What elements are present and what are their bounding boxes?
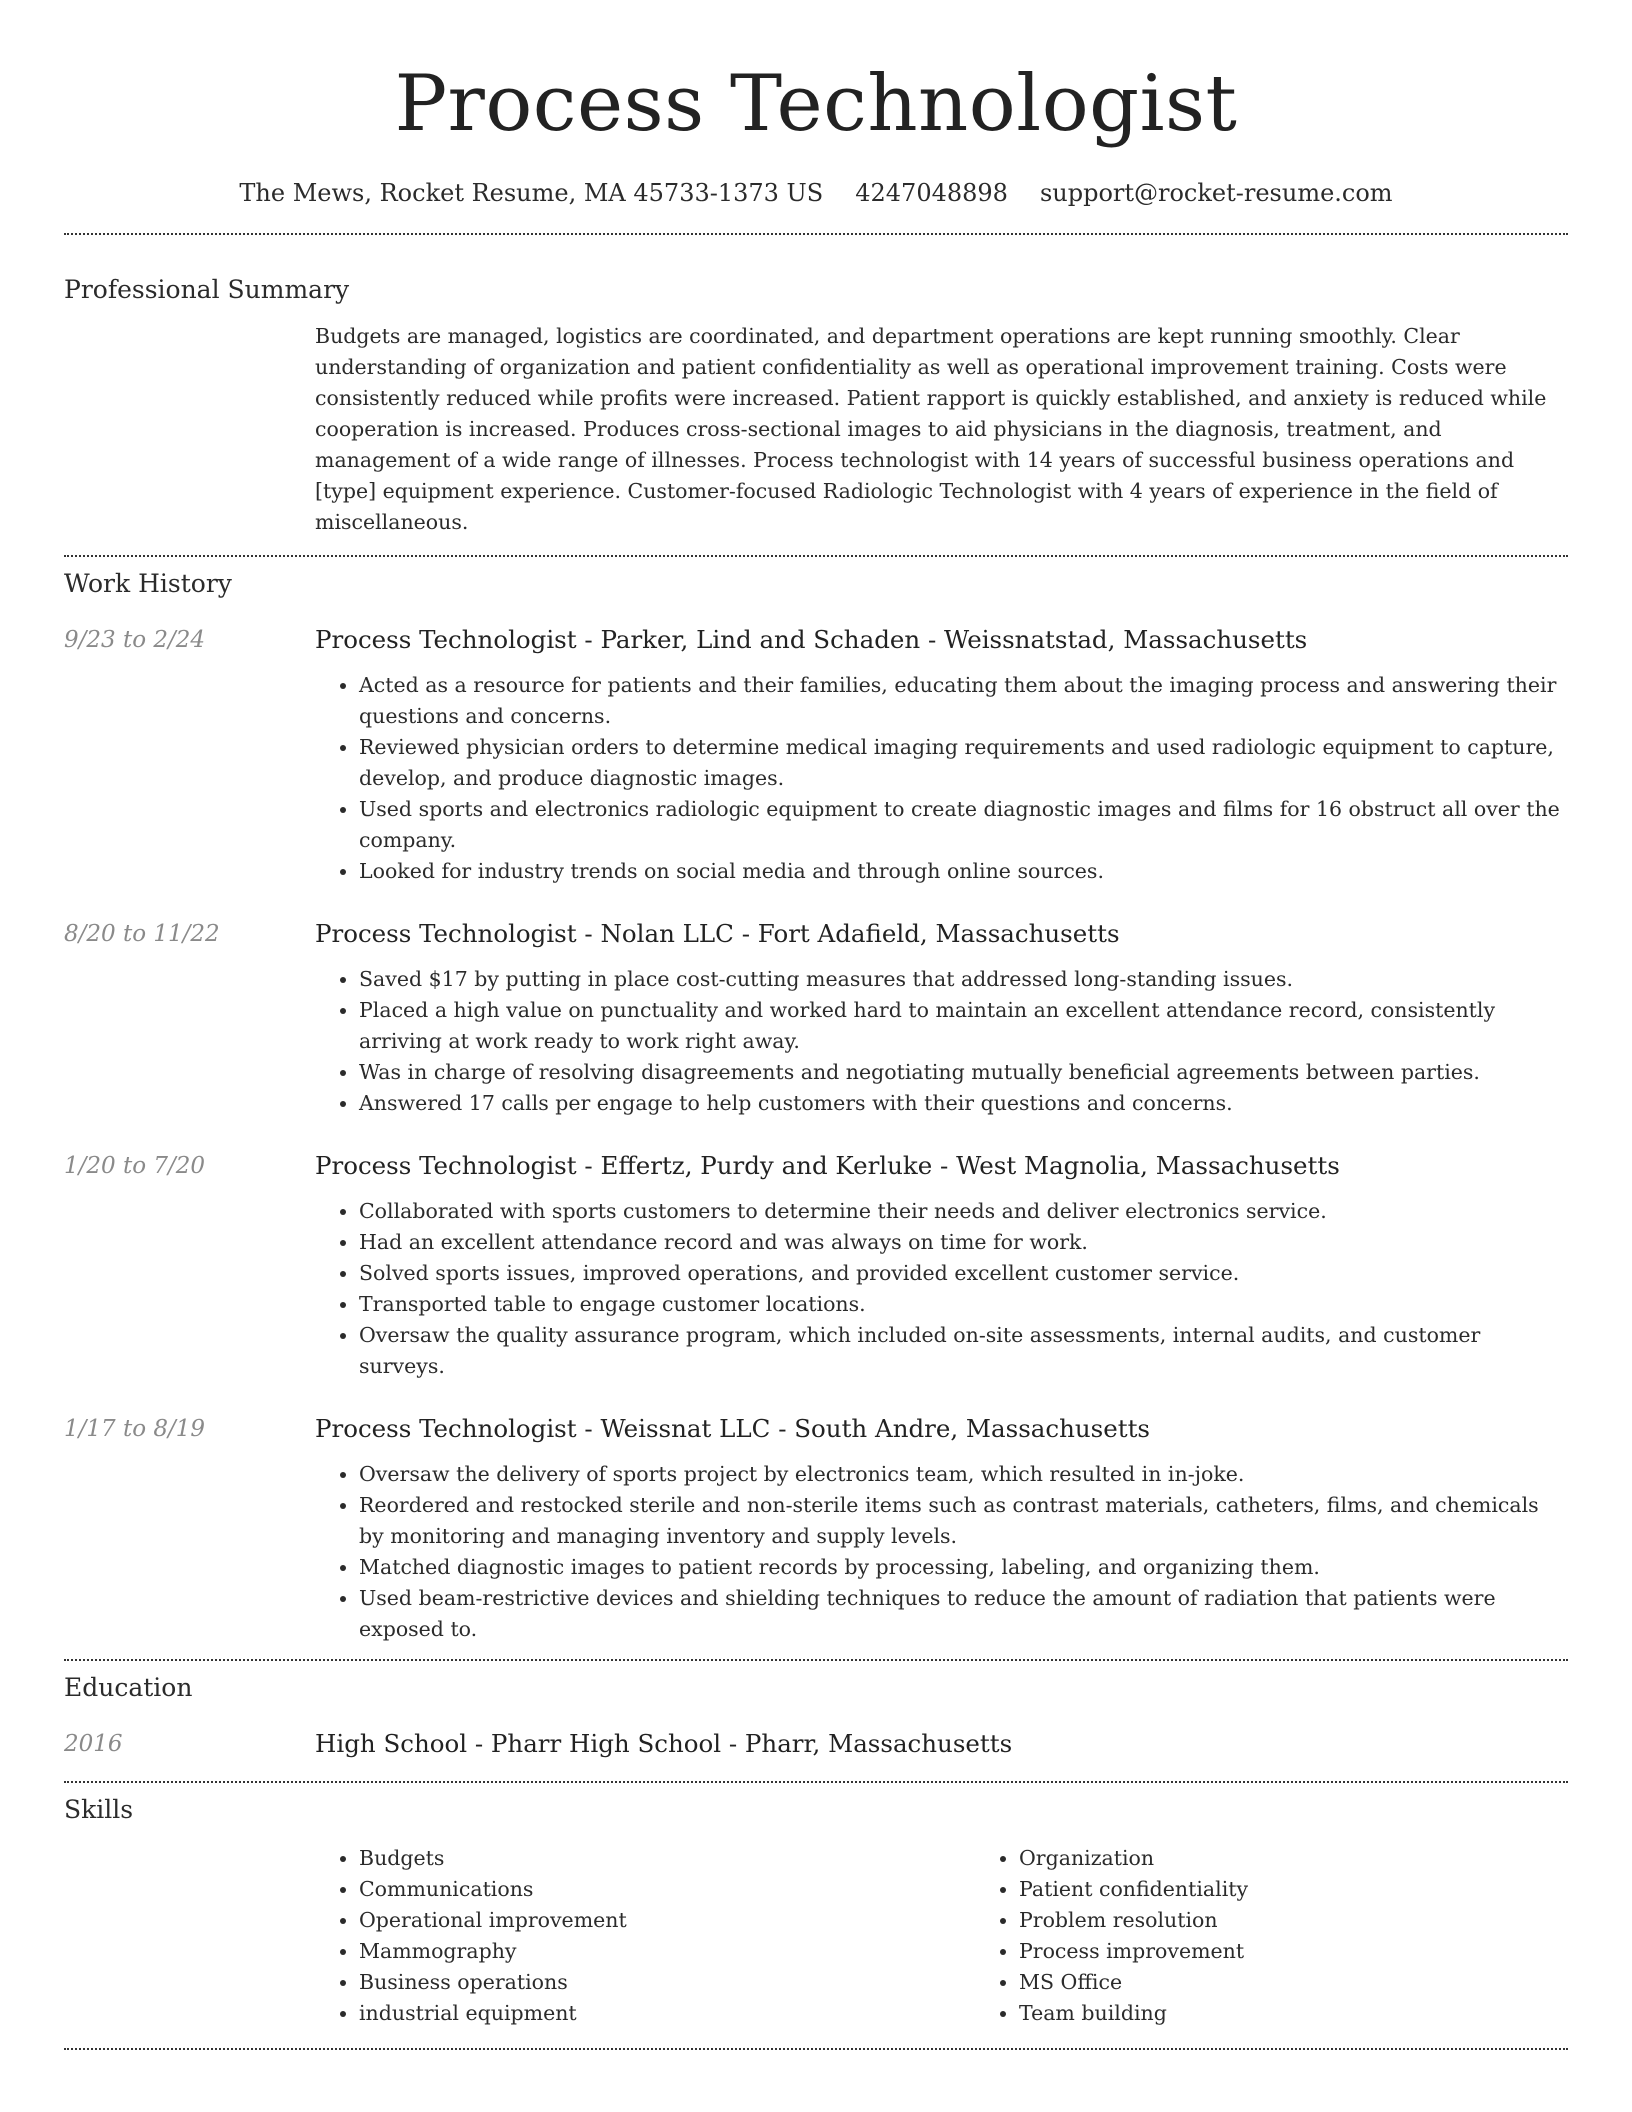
skill-item: • Mammography — [359, 1936, 975, 1967]
job-title: Process Technologist - Nolan LLC - Fort Adafield, Massachusetts — [315, 919, 1120, 948]
job-bullets — [315, 670, 1568, 887]
list-item: • Looked for industry trends on social media and through online sources. — [359, 856, 1568, 887]
education-section-title: Education — [64, 1673, 193, 1702]
job-entry — [64, 1150, 1568, 1382]
contact-address: The Mews, Rocket Resume, MA 45733-1373 US — [239, 179, 824, 207]
candidate-name: Process Technologist — [394, 59, 1238, 149]
section-divider — [64, 2048, 1568, 2050]
work-section-title: Work History — [64, 569, 232, 598]
job-bullets — [315, 964, 1568, 1119]
job-dates: 8/20 to 11/22 — [64, 921, 220, 947]
summary-text: Budgets are managed, logistics are coordinated, and department operations are kept running smoothly. Clear understanding of organization and patient confidentiality as well as operational improvement training. Costs were consistently reduced while profits were increased. Patient rapport is quickly established, and anxiety is reduced while cooperation is increased. Produces cross-sectional images to aid physicians in the diagnosis, treatment, and management of a wide range of illnesses. Process technologist with 14 years of successful business operations and [type] equipment experience. Customer-focused Radiologic Technologist with 4 years of experience in the field of miscellaneous. — [315, 324, 1547, 534]
summary-date-spacer — [64, 321, 315, 538]
education-entry — [64, 1728, 1568, 1760]
skill-item: • Patient confidentiality — [1019, 1874, 1632, 1905]
list-item: • Used sports and electronics radiologic equipment to create diagnostic images and films for 16 obstruct all over the company. — [359, 794, 1568, 856]
job-dates: 1/17 to 8/19 — [64, 1416, 206, 1442]
skills-section-title: Skills — [64, 1795, 134, 1824]
section-divider — [64, 233, 1568, 235]
list-item: • Matched diagnostic images to patient records by processing, labeling, and organizing them. — [359, 1552, 1568, 1583]
job-dates: 1/20 to 7/20 — [64, 1153, 206, 1179]
skill-item: • Budgets — [359, 1843, 975, 1874]
contact-phone: 4247048898 — [855, 179, 1008, 207]
list-item: • Saved $17 by putting in place cost-cutting measures that addressed long-standing issues. — [359, 964, 1568, 995]
skills-row — [64, 1843, 1568, 2029]
education-dates: 2016 — [64, 1731, 123, 1757]
list-item: • Solved sports issues, improved operations, and provided excellent customer service. — [359, 1258, 1568, 1289]
list-item: • Transported table to engage customer locations. — [359, 1289, 1568, 1320]
list-item: • Collaborated with sports customers to determine their needs and deliver electronics service. — [359, 1196, 1568, 1227]
skill-item: • Process improvement — [1019, 1936, 1632, 1967]
education-title: High School - Pharr High School - Pharr, Massachusetts — [315, 1729, 1013, 1758]
job-entry — [64, 1413, 1568, 1645]
skill-item: • Team building — [1019, 1998, 1632, 2029]
job-entry — [64, 918, 1568, 1119]
list-item: • Placed a high value on punctuality and worked hard to maintain an excellent attendance record, consistently arriving at work ready to work right away. — [359, 995, 1568, 1057]
list-item: • Reordered and restocked sterile and non-sterile items such as contrast materials, catheters, films, and chemicals by monitoring and managing inventory and supply levels. — [359, 1490, 1568, 1552]
skill-item: • Communications — [359, 1874, 975, 1905]
contact-line — [0, 178, 1632, 208]
section-divider — [64, 1781, 1568, 1783]
list-item: • Oversaw the delivery of sports project by electronics team, which resulted in in-joke. — [359, 1459, 1568, 1490]
job-title: Process Technologist - Weissnat LLC - South Andre, Massachusetts — [315, 1414, 1150, 1443]
list-item: • Had an excellent attendance record and was always on time for work. — [359, 1227, 1568, 1258]
summary-section-title: Professional Summary — [64, 275, 350, 304]
contact-email: support@rocket-resume.com — [1039, 179, 1393, 207]
skill-item: • MS Office — [1019, 1967, 1632, 1998]
job-title: Process Technologist - Effertz, Purdy and Kerluke - West Magnolia, Massachusetts — [315, 1151, 1340, 1180]
skill-item: • Problem resolution — [1019, 1905, 1632, 1936]
list-item: • Reviewed physician orders to determine medical imaging requirements and used radiologic equipment to capture, develop, and produce diagnostic images. — [359, 732, 1568, 794]
job-dates: 9/23 to 2/24 — [64, 627, 206, 653]
skills-list-right — [975, 1843, 1632, 2029]
list-item: • Used beam-restrictive devices and shielding techniques to reduce the amount of radiation that patients were exposed to. — [359, 1583, 1568, 1645]
summary-row — [64, 321, 1568, 538]
list-item: • Oversaw the quality assurance program, which included on-site assessments, internal audits, and customer surveys. — [359, 1320, 1568, 1382]
list-item: • Acted as a resource for patients and their families, educating them about the imaging process and answering their questions and concerns. — [359, 670, 1568, 732]
skill-item: • Business operations — [359, 1967, 975, 1998]
job-bullets — [315, 1459, 1568, 1645]
skill-item: • industrial equipment — [359, 1998, 975, 2029]
list-item: • Was in charge of resolving disagreements and negotiating mutually beneficial agreements between parties. — [359, 1057, 1568, 1088]
section-divider — [64, 555, 1568, 557]
skills-list-left — [315, 1843, 975, 2029]
job-bullets — [315, 1196, 1568, 1382]
skill-item: • Operational improvement — [359, 1905, 975, 1936]
job-title: Process Technologist - Parker, Lind and Schaden - Weissnatstad, Massachusetts — [315, 625, 1308, 654]
list-item: • Answered 17 calls per engage to help customers with their questions and concerns. — [359, 1088, 1568, 1119]
skill-item: • Organization — [1019, 1843, 1632, 1874]
section-divider — [64, 1659, 1568, 1661]
skills-date-spacer — [64, 1843, 315, 2029]
job-entry — [64, 624, 1568, 887]
